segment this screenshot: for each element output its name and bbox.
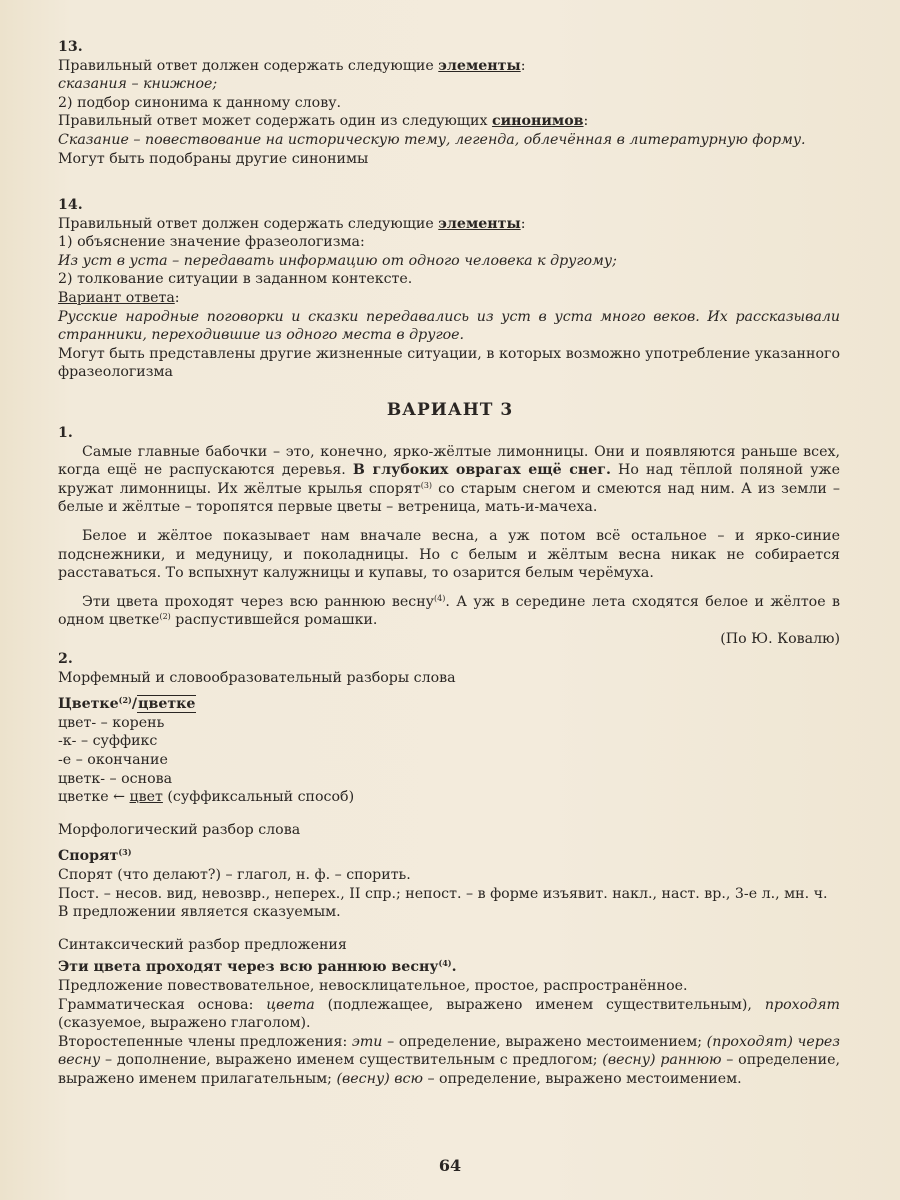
- morpheme-suffix: -к- – суффикс: [58, 733, 158, 750]
- task-13-line1: сказания – книжное;: [58, 76, 218, 93]
- sentence-type: Предложение повествовательное, невосклицательное, простое, распространённое.: [58, 977, 688, 994]
- morpheme-ending: -е – окончание: [58, 751, 168, 768]
- task-13-note: Могут быть подобраны другие синонимы: [58, 150, 369, 167]
- task-14-line3: 2) толкование ситуации в заданном контексте.: [58, 271, 413, 288]
- task-14-number: 14.: [58, 197, 83, 213]
- task-13-synonyms-intro: Правильный ответ может содержать один из следующих синонимов:: [58, 113, 589, 130]
- task-14-line1: 1) объяснение значение фразеологизма:: [58, 234, 365, 251]
- task-14-answer-text: Русские народные поговорки и сказки передавались из уст в уста много веков. Их рассказывали странники, переходившие из одного места в другое.: [58, 308, 840, 344]
- text-source: (По Ю. Ковалю): [720, 630, 840, 647]
- task-14-note: Могут быть представлены другие жизненные ситуации, в которых возможно употребление указанного фразеологизма: [58, 345, 840, 381]
- morpheme-stem: цветк- – основа: [58, 770, 173, 787]
- grammatical-basis: Грамматическая основа: цвета (подлежащее, выражено именем существительным), проходят (сказуемое, выражено глаголом).: [58, 996, 840, 1032]
- variant-title: ВАРИАНТ 3: [386, 400, 514, 420]
- synonyms-keyword: синонимов: [491, 113, 584, 130]
- morpheme-heading: Морфемный и словообразовательный разборы слова: [58, 669, 456, 686]
- task-13-number: 13.: [58, 39, 83, 55]
- morpheme-marked-word: цветке: [138, 696, 196, 713]
- task-13-intro: Правильный ответ должен содержать следующие элементы:: [58, 57, 526, 74]
- analyzed-verb: Спорят$^{(3)}$: [58, 847, 132, 865]
- verb-line-2: Пост. – несов. вид, невозвр., неперех., II спр.; непост. – в форме изъявит. накл., наст. вр., 3-е л., мн. ч.: [58, 885, 828, 902]
- text-paragraph-2: Белое и жёлтое показывает нам вначале весна, а уж потом всё остальное – и ярко-синие подснежники, и медуницу, и поколадницы. Но с белым и жёлтым весна никак не собирается расставаться. То вспыхнут калужницы и купавы, то озарится белым черёмуха.: [58, 527, 840, 582]
- task-2: [58, 650, 840, 1088]
- elements-keyword: элементы: [438, 57, 521, 74]
- morpheme-root: цвет- – корень: [58, 714, 165, 731]
- morphological-heading: Морфологический разбор слова: [58, 821, 301, 838]
- text-paragraph-3: Эти цвета проходят через всю раннюю весну$^{(4)}$. А уж в середине лета сходятся белое и жёлтое в одном цветке$^{(2)}$ распустившейся ромашки.: [58, 593, 840, 629]
- task-13-line2: 2) подбор синонима к данному слову.: [58, 94, 342, 111]
- elements-keyword: элементы: [438, 215, 521, 232]
- task-14-intro: Правильный ответ должен содержать следующие элементы:: [58, 215, 526, 232]
- verb-line-3: В предложении является сказуемым.: [58, 904, 341, 921]
- analyzed-word: Цветке$^{(2)}$/цветке: [58, 695, 196, 713]
- secondary-members: Второстепенные члены предложения: эти – определение, выражено местоимением; (проходят) через весну – дополнение, выражено именем существительным с предлогом; (весну) раннюю – определение, выражено именем прилагательным; (весну) всю – определение, выражено местоимением.: [58, 1033, 841, 1087]
- verb-line-1: Спорят (что делают?) – глагол, н. ф. – спорить.: [58, 866, 411, 883]
- task-2-number: 2.: [58, 651, 73, 667]
- task-1: [58, 424, 840, 649]
- task-13-definition: Сказание – повествование на историческую тему, легенда, облечённая в литературную форму.: [58, 131, 806, 148]
- task-14: [58, 196, 840, 382]
- task-1-number: 1.: [58, 425, 73, 441]
- task-14-answer-label: Вариант ответа:: [58, 289, 180, 306]
- task-13: [58, 38, 840, 168]
- word-formation: цветке ← цвет (суффиксальный способ): [58, 789, 355, 806]
- page-number: 64: [438, 1156, 462, 1175]
- syntax-heading: Синтаксический разбор предложения: [58, 936, 347, 953]
- text-paragraph-1: Самые главные бабочки – это, конечно, ярко-жёлтые лимонницы. Они и появляются раньше всех, когда ещё не распускаются деревья. В глубоких оврагах ещё снег. Но над тёплой поляной уже кружат лимонницы. Их жёлтые крылья спорят$^{(3)}$ со старым снегом и смеются над ним. А из земли – белые и жёлтые – торопятся первые цветы – ветреница, мать-и-мачеха.: [58, 443, 840, 516]
- task-14-line2: Из уст в уста – передавать информацию от одного человека к другому;: [58, 252, 617, 269]
- analyzed-sentence: Эти цвета проходят через всю раннюю весну$^{(4)}$.: [58, 958, 457, 976]
